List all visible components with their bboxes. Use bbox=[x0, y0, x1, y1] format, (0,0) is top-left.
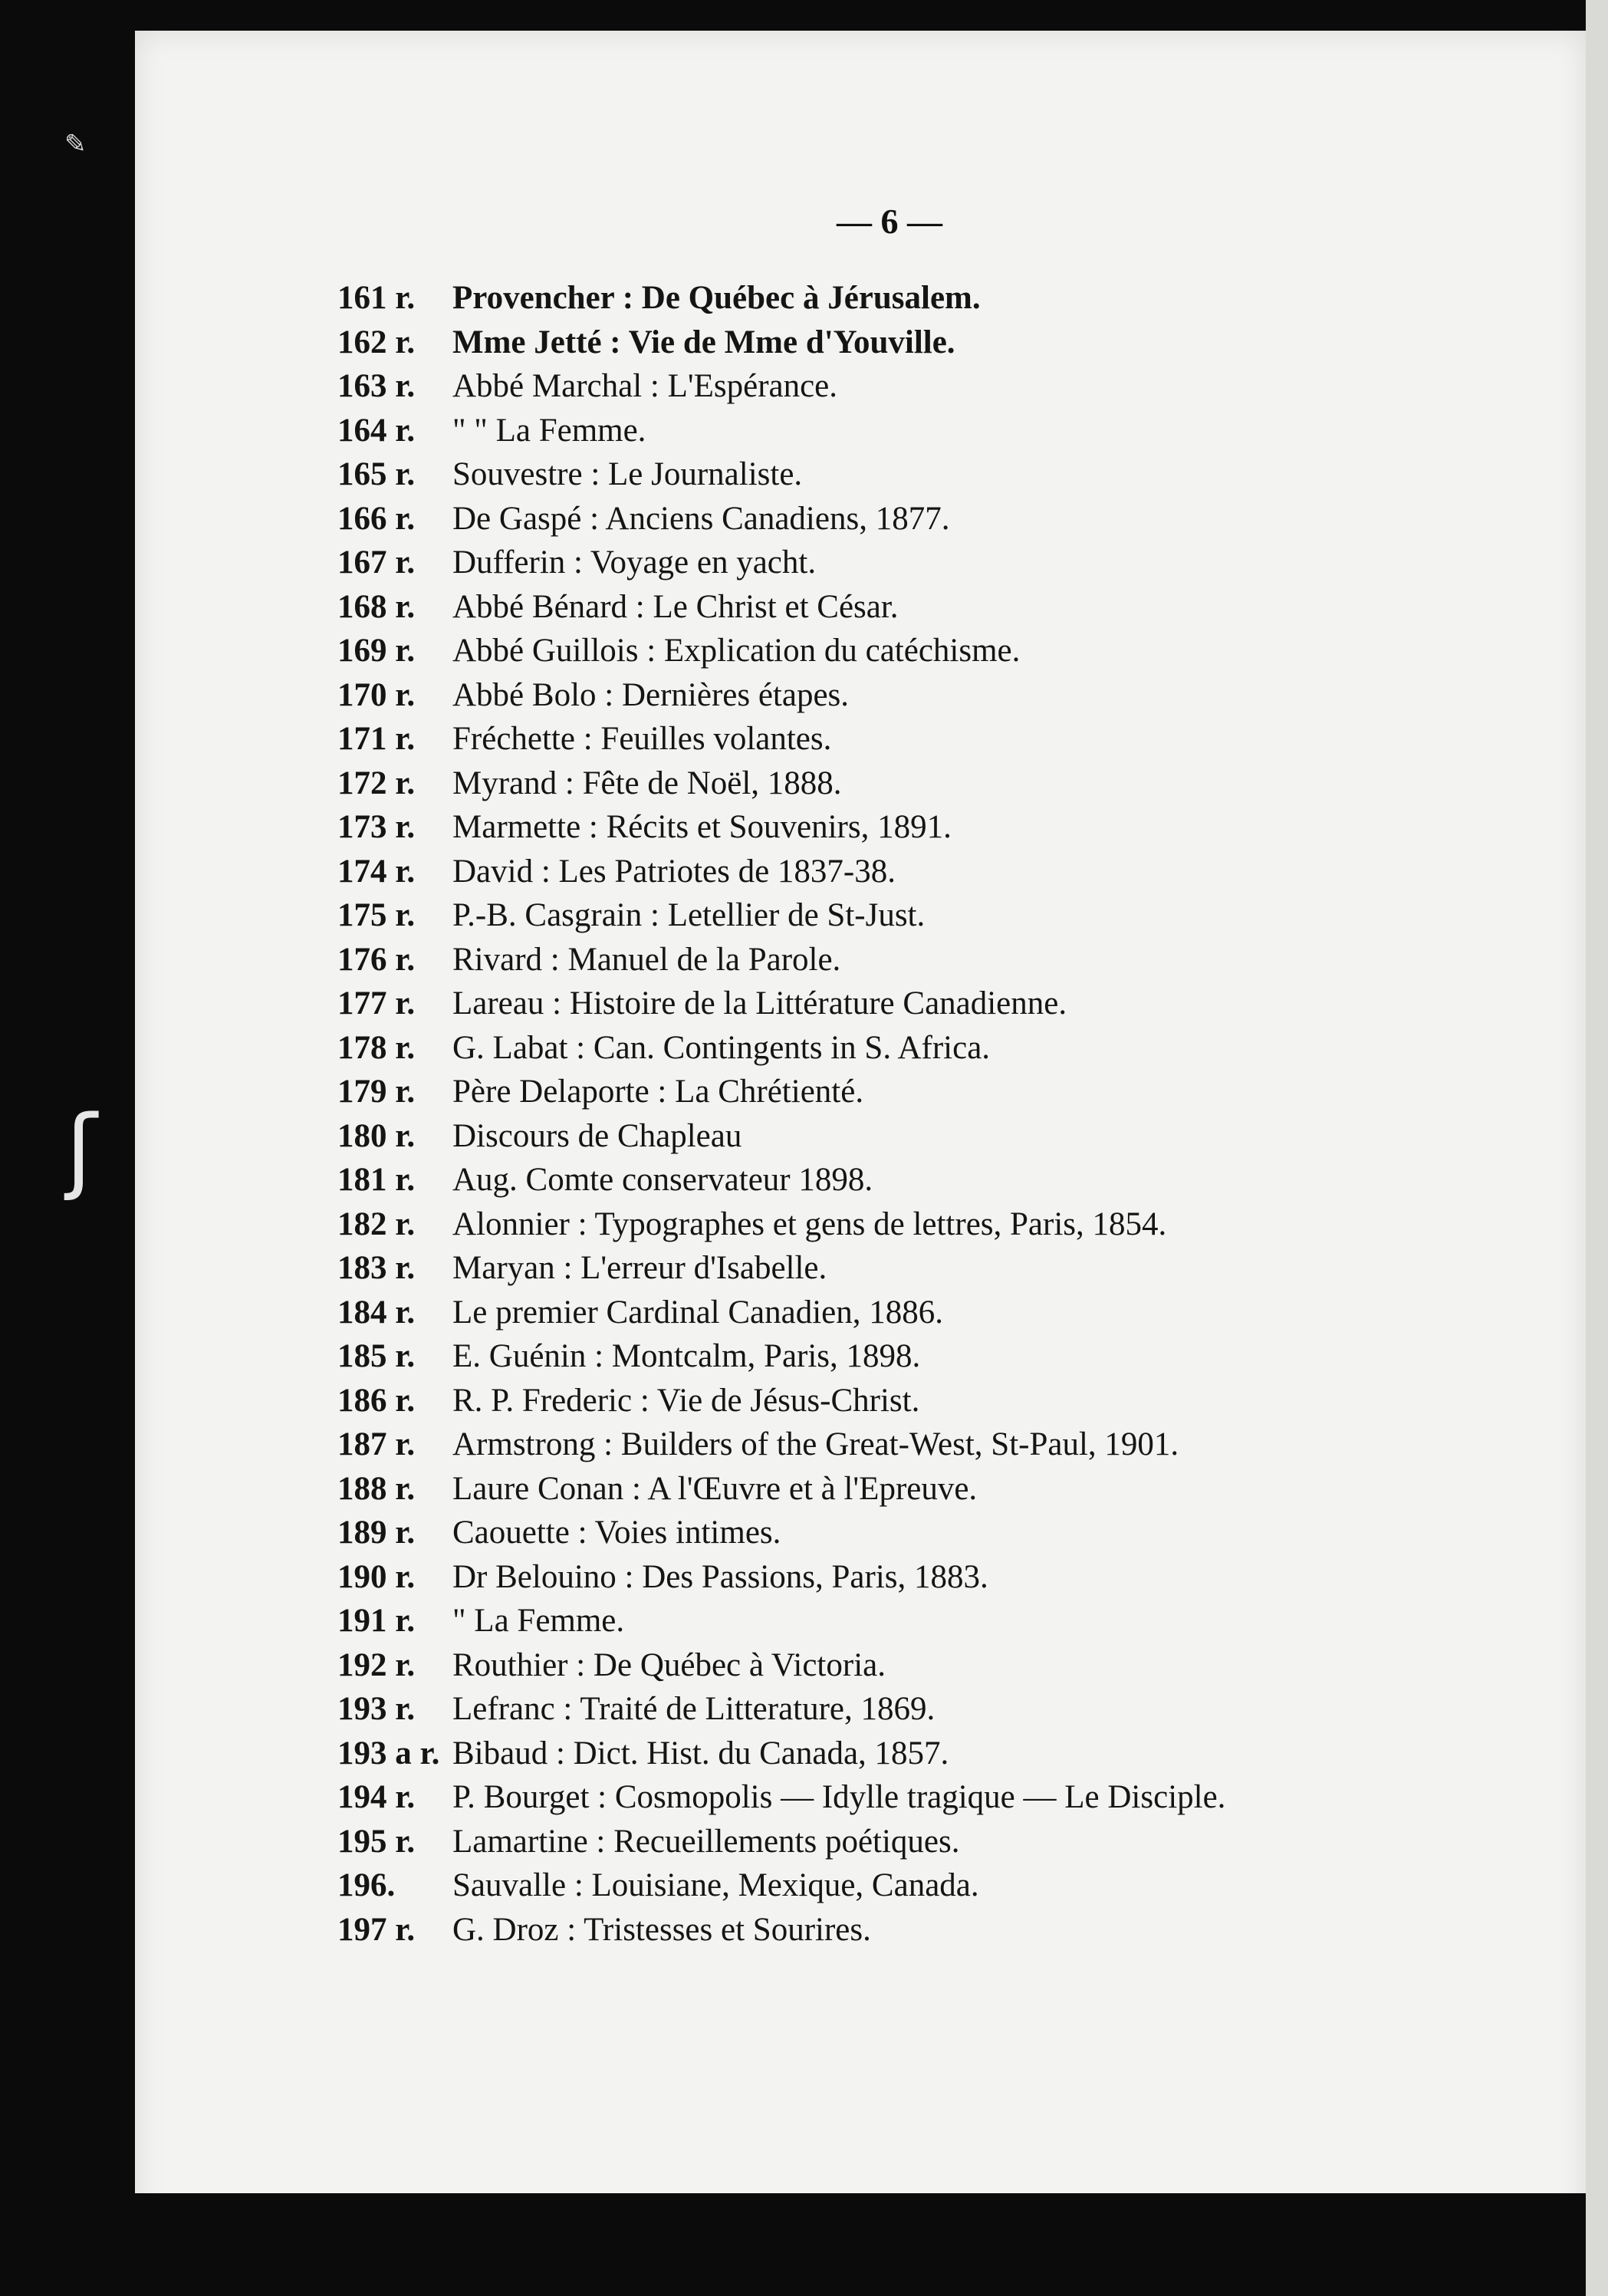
page-number: — 6 — bbox=[837, 202, 942, 241]
catalog-entry-list bbox=[337, 276, 1488, 1952]
entry-text: Dr Belouino : Des Passions, Paris, 1883. bbox=[452, 1558, 988, 1595]
entry-text: David : Les Patriotes de 1837-38. bbox=[452, 853, 896, 890]
entry-text: " " La Femme. bbox=[452, 412, 646, 449]
catalog-entry bbox=[337, 1687, 1488, 1732]
catalog-entry bbox=[337, 761, 1488, 806]
entry-number: 168 r. bbox=[337, 588, 416, 625]
entry-number: 171 r. bbox=[337, 721, 416, 757]
entry-number: 197 r. bbox=[337, 1911, 416, 1948]
catalog-entry bbox=[337, 982, 1488, 1026]
entry-text: " La Femme. bbox=[452, 1603, 625, 1639]
catalog-entry bbox=[337, 1908, 1488, 1952]
entry-text: Provencher : De Québec à Jérusalem. bbox=[452, 280, 981, 316]
entry-number: 195 r. bbox=[337, 1823, 416, 1860]
entry-number: 193 a r. bbox=[337, 1735, 440, 1771]
entry-number: 189 r. bbox=[337, 1515, 416, 1551]
entry-number: 169 r. bbox=[337, 633, 416, 669]
entry-number: 194 r. bbox=[337, 1779, 416, 1815]
entry-number: 164 r. bbox=[337, 412, 416, 449]
entry-text: Lamartine : Recueillements poétiques. bbox=[452, 1823, 960, 1860]
entry-number: 181 r. bbox=[337, 1162, 416, 1198]
entry-text: G. Droz : Tristesses et Sourires. bbox=[452, 1911, 871, 1948]
entry-number: 187 r. bbox=[337, 1426, 416, 1462]
catalog-entry bbox=[337, 629, 1488, 673]
entry-text: P. Bourget : Cosmopolis — Idylle tragique — Le Disciple. bbox=[452, 1779, 1226, 1815]
entry-number: 175 r. bbox=[337, 897, 416, 933]
entry-text: Discours de Chapleau bbox=[452, 1117, 742, 1154]
entry-number: 177 r. bbox=[337, 985, 416, 1021]
entry-text: Dufferin : Voyage en yacht. bbox=[452, 544, 817, 581]
catalog-entry bbox=[337, 1775, 1488, 1820]
entry-text: Abbé Bolo : Dernières étapes. bbox=[452, 676, 850, 713]
entry-text: Rivard : Manuel de la Parole. bbox=[452, 941, 841, 978]
catalog-entry bbox=[337, 938, 1488, 982]
catalog-entry bbox=[337, 452, 1488, 497]
entry-text: P.-B. Casgrain : Letellier de St-Just. bbox=[452, 897, 926, 933]
entry-number: 174 r. bbox=[337, 853, 416, 890]
entry-number: 167 r. bbox=[337, 544, 416, 581]
catalog-entry bbox=[337, 1246, 1488, 1291]
entry-text: Laure Conan : A l'Œuvre et à l'Epreuve. bbox=[452, 1470, 978, 1507]
catalog-entry bbox=[337, 1863, 1488, 1908]
catalog-entry bbox=[337, 276, 1488, 321]
entry-number: 184 r. bbox=[337, 1294, 416, 1331]
catalog-entry bbox=[337, 1732, 1488, 1776]
entry-text: Le premier Cardinal Canadien, 1886. bbox=[452, 1294, 944, 1331]
catalog-entry bbox=[337, 1114, 1488, 1159]
entry-text: De Gaspé : Anciens Canadiens, 1877. bbox=[452, 500, 950, 537]
entry-text: Armstrong : Builders of the Great-West, St-Paul, 1901. bbox=[452, 1426, 1179, 1462]
entry-number: 176 r. bbox=[337, 941, 416, 978]
entry-text: E. Guénin : Montcalm, Paris, 1898. bbox=[452, 1338, 921, 1374]
catalog-entry bbox=[337, 850, 1488, 894]
entry-text: Maryan : L'erreur d'Isabelle. bbox=[452, 1250, 827, 1286]
entry-number: 165 r. bbox=[337, 456, 416, 492]
entry-number: 162 r. bbox=[337, 324, 416, 360]
entry-text: Abbé Marchal : L'Espérance. bbox=[452, 368, 838, 404]
bottom-shadow bbox=[135, 2193, 1586, 2296]
catalog-entry bbox=[337, 893, 1488, 938]
entry-text: R. P. Frederic : Vie de Jésus-Christ. bbox=[452, 1382, 920, 1419]
catalog-entry bbox=[337, 1467, 1488, 1511]
entry-text: Aug. Comte conservateur 1898. bbox=[452, 1162, 873, 1198]
entry-text: Bibaud : Dict. Hist. du Canada, 1857. bbox=[452, 1735, 949, 1771]
catalog-entry bbox=[337, 541, 1488, 585]
entry-text: Myrand : Fête de Noël, 1888. bbox=[452, 765, 842, 801]
catalog-entry bbox=[337, 1599, 1488, 1643]
page-edge-strip bbox=[1586, 0, 1608, 2296]
catalog-entry bbox=[337, 409, 1488, 453]
catalog-entry bbox=[337, 1026, 1488, 1071]
entry-number: 182 r. bbox=[337, 1206, 416, 1242]
entry-text: Routhier : De Québec à Victoria. bbox=[452, 1646, 886, 1683]
entry-text: Abbé Bénard : Le Christ et César. bbox=[452, 588, 899, 625]
entry-text: Alonnier : Typographes et gens de lettres, Paris, 1854. bbox=[452, 1206, 1167, 1242]
entry-text: Lareau : Histoire de la Littérature Canadienne. bbox=[452, 985, 1067, 1021]
catalog-entry bbox=[337, 1511, 1488, 1555]
entry-text: Abbé Guillois : Explication du catéchisme. bbox=[452, 633, 1021, 669]
entry-number: 180 r. bbox=[337, 1117, 416, 1154]
margin-scribble: ʃ bbox=[66, 1097, 97, 1203]
entry-number: 191 r. bbox=[337, 1603, 416, 1639]
catalog-entry bbox=[337, 1643, 1488, 1688]
entry-text: G. Labat : Can. Contingents in S. Africa. bbox=[452, 1029, 991, 1066]
entry-number: 163 r. bbox=[337, 368, 416, 404]
catalog-entry bbox=[337, 1820, 1488, 1864]
entry-text: Souvestre : Le Journaliste. bbox=[452, 456, 803, 492]
entry-number: 179 r. bbox=[337, 1074, 416, 1110]
entry-number: 192 r. bbox=[337, 1646, 416, 1683]
catalog-entry bbox=[337, 497, 1488, 541]
entry-number: 161 r. bbox=[337, 280, 416, 316]
catalog-entry bbox=[337, 1291, 1488, 1335]
entry-number: 193 r. bbox=[337, 1691, 416, 1727]
catalog-entry bbox=[337, 364, 1488, 409]
catalog-entry bbox=[337, 1555, 1488, 1600]
entry-number: 185 r. bbox=[337, 1338, 416, 1374]
entry-text: Caouette : Voies intimes. bbox=[452, 1515, 781, 1551]
entry-text: Père Delaporte : La Chrétienté. bbox=[452, 1074, 864, 1110]
entry-number: 178 r. bbox=[337, 1029, 416, 1066]
entry-text: Fréchette : Feuilles volantes. bbox=[452, 721, 832, 757]
entry-text: Sauvalle : Louisiane, Mexique, Canada. bbox=[452, 1867, 979, 1903]
margin-mark: ✎ bbox=[64, 129, 87, 160]
entry-text: Mme Jetté : Vie de Mme d'Youville. bbox=[452, 324, 955, 360]
catalog-entry bbox=[337, 673, 1488, 718]
entry-text: Marmette : Récits et Souvenirs, 1891. bbox=[452, 809, 952, 845]
catalog-entry bbox=[337, 585, 1488, 630]
entry-number: 183 r. bbox=[337, 1250, 416, 1286]
catalog-entry bbox=[337, 1202, 1488, 1247]
catalog-entry bbox=[337, 1379, 1488, 1423]
entry-number: 166 r. bbox=[337, 500, 416, 537]
catalog-entry bbox=[337, 805, 1488, 850]
entry-number: 186 r. bbox=[337, 1382, 416, 1419]
catalog-entry bbox=[337, 717, 1488, 761]
catalog-entry bbox=[337, 1423, 1488, 1467]
entry-text: Lefranc : Traité de Litterature, 1869. bbox=[452, 1691, 936, 1727]
catalog-entry bbox=[337, 321, 1488, 365]
entry-number: 173 r. bbox=[337, 809, 416, 845]
entry-number: 188 r. bbox=[337, 1470, 416, 1507]
entry-number: 190 r. bbox=[337, 1558, 416, 1595]
entry-number: 172 r. bbox=[337, 765, 416, 801]
entry-number: 170 r. bbox=[337, 676, 416, 713]
catalog-entry bbox=[337, 1334, 1488, 1379]
catalog-entry bbox=[337, 1158, 1488, 1202]
entry-number: 196. bbox=[337, 1867, 396, 1903]
catalog-entry bbox=[337, 1070, 1488, 1114]
